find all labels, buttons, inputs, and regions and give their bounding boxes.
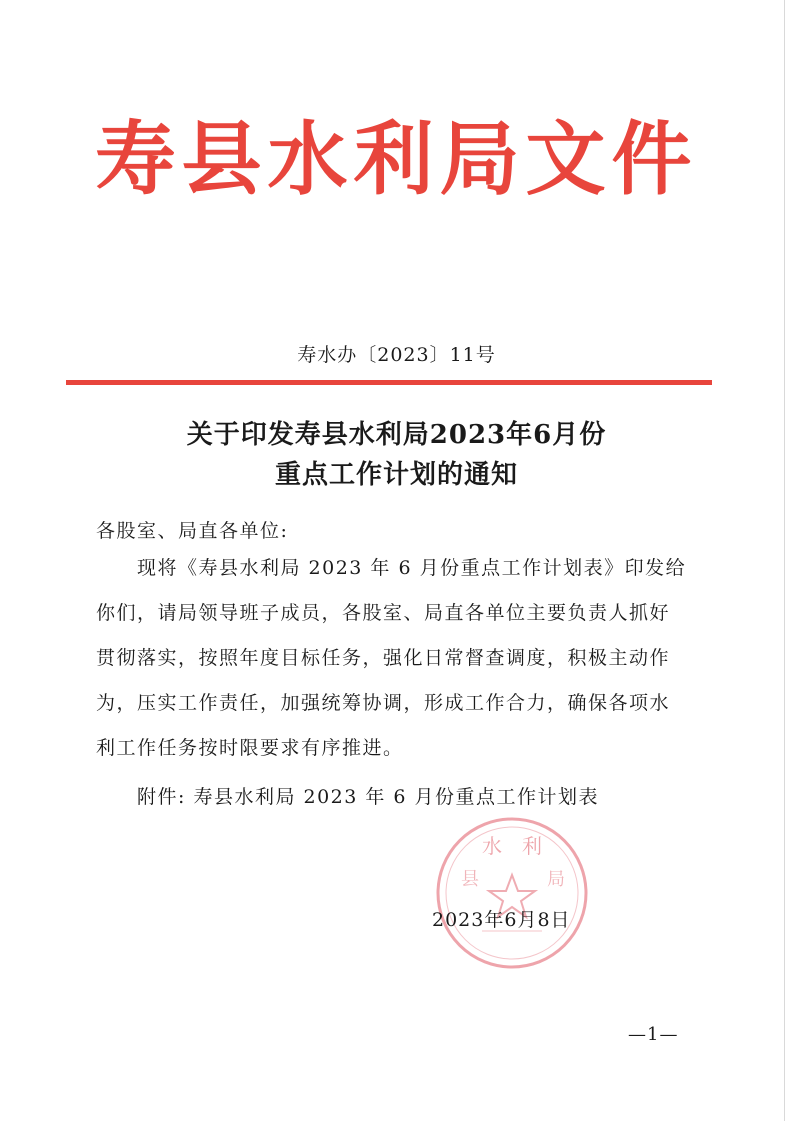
page-number: —1— (628, 1024, 679, 1045)
seal-text-top: 水 利 (482, 834, 542, 858)
official-seal-stamp (432, 813, 592, 973)
body-line-2: 你们，请局领导班子成员，各股室、局直各单位主要负责人抓好 (96, 602, 671, 624)
document-number: 寿水办〔2023〕11号 (297, 344, 496, 366)
seal-text-left: 县 (461, 869, 479, 890)
body-line-5: 利工作任务按时限要求有序推进。 (96, 737, 404, 759)
body-line-4: 为，压实工作责任，加强统筹协调，形成工作合力，确保各项水 (96, 692, 671, 714)
header-red-rule (66, 380, 712, 385)
notice-title-line2: 重点工作计划的通知 (274, 460, 518, 490)
attachment-line: 附件: 寿县水利局 2023 年 6 月份重点工作计划表 (137, 786, 600, 808)
body-line-1: 现将《寿县水利局 2023 年 6 月份重点工作计划表》印发给 (137, 557, 687, 579)
issuer-title: 寿县水利局文件 (95, 113, 698, 206)
body-line-3: 贯彻落实，按照年度目标任务，强化日常督查调度，积极主动作 (96, 647, 671, 669)
notice-title-line1: 关于印发寿县水利局2023年6月份 (186, 420, 607, 450)
salutation: 各股室、局直各单位: (96, 520, 289, 542)
issue-date: 2023年6月8日 (432, 909, 571, 931)
seal-text-right: 局 (547, 869, 565, 890)
